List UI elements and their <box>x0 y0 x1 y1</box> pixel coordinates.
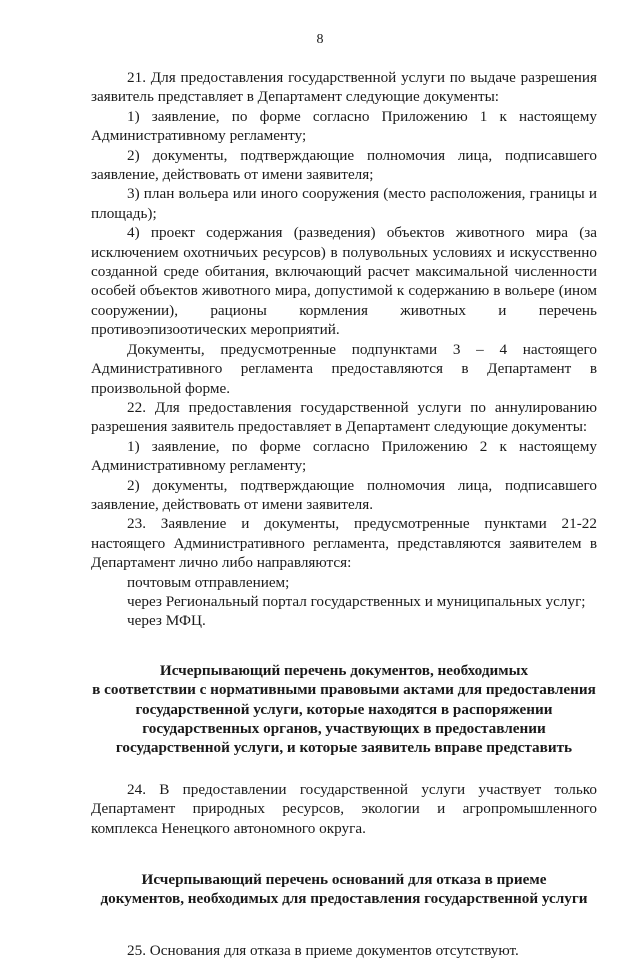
paragraph-21-item-1: 1) заявление, по форме согласно Приложению 1 к настоящему Административному регламенту; <box>91 107 597 145</box>
paragraph-22-item-1: 1) заявление, по форме согласно Приложению 2 к настоящему Административному регламенту; <box>91 437 597 475</box>
heading-line: государственной услуги, и которые заявитель вправе представить <box>115 739 573 757</box>
spacer <box>91 909 597 941</box>
spacer <box>91 758 597 780</box>
page-number: 8 <box>316 32 324 47</box>
paragraph-23: 23. Заявление и документы, предусмотренные пунктами 21-22 настоящего Административного регламента, представляются заявителем в Департамент лично либо направляются: <box>91 515 597 572</box>
paragraph-23-item-2: через Региональный портал государственных и муниципальных услуг; <box>127 592 586 610</box>
heading-line: в соответствии с нормативными правовыми актами для предоставления <box>92 681 596 699</box>
heading-line: государственной услуги, которые находятся в распоряжении <box>135 700 553 718</box>
paragraph-23-item-1: почтовым отправлением; <box>127 573 290 591</box>
section-heading-refusal <box>91 870 597 909</box>
spacer <box>91 631 597 661</box>
paragraph-23-item-3: через МФЦ. <box>127 612 206 630</box>
paragraph-21-item-3: 3) план вольера или иного сооружения (место расположения, границы и площадь); <box>91 185 597 222</box>
heading-line: Исчерпывающий перечень документов, необходимых <box>159 661 529 679</box>
paragraph-21: 21. Для предоставления государственной услуги по выдаче разрешения заявитель представляет в Департамент следующие документы: <box>91 69 597 106</box>
paragraph-22-item-2: 2) документы, подтверждающие полномочия лица, подписавшего заявление, действовать от имени заявителя. <box>91 476 597 513</box>
paragraph-24: 24. В предоставлении государственной услуги участвует только Департамент природных ресурсов, экологии и агропромышленного комплекса Ненецкого автономного округа. <box>91 780 597 837</box>
paragraph-25: 25. Основания для отказа в приеме документов отсутствуют. <box>127 941 519 959</box>
paragraph-21-note: Документы, предусмотренные подпунктами 3 – 4 настоящего Административного регламента предоставляются в Департамент в произвольной форме. <box>91 340 597 397</box>
paragraph-21-item-2: 2) документы, подтверждающие полномочия лица, подписавшего заявление, действовать от имени заявителя; <box>91 146 597 184</box>
heading-line: Исчерпывающий перечень оснований для отказа в приеме <box>141 871 547 889</box>
heading-line: документов, необходимых для предоставления государственной услуги <box>100 890 588 908</box>
paragraph-21-item-4: 4) проект содержания (разведения) объектов животного мира (за исключением охотничьих ресурсов) в полувольных условиях и искусственно созданной среде обитания, включающий расчет максимальной численности особей объектов животного мира, допустимой к содержанию в вольере (ином сооружении), рационы кормления животных и перечень противоэпизоотических мероприятий. <box>91 224 597 339</box>
heading-line: государственных органов, участвующих в предоставлении <box>142 720 546 737</box>
section-heading-documents <box>91 661 597 758</box>
spacer <box>91 838 597 870</box>
document-body <box>91 68 597 960</box>
paragraph-22: 22. Для предоставления государственной услуги по аннулированию разрешения заявитель предоставляет в Департамент следующие документы: <box>91 398 597 436</box>
